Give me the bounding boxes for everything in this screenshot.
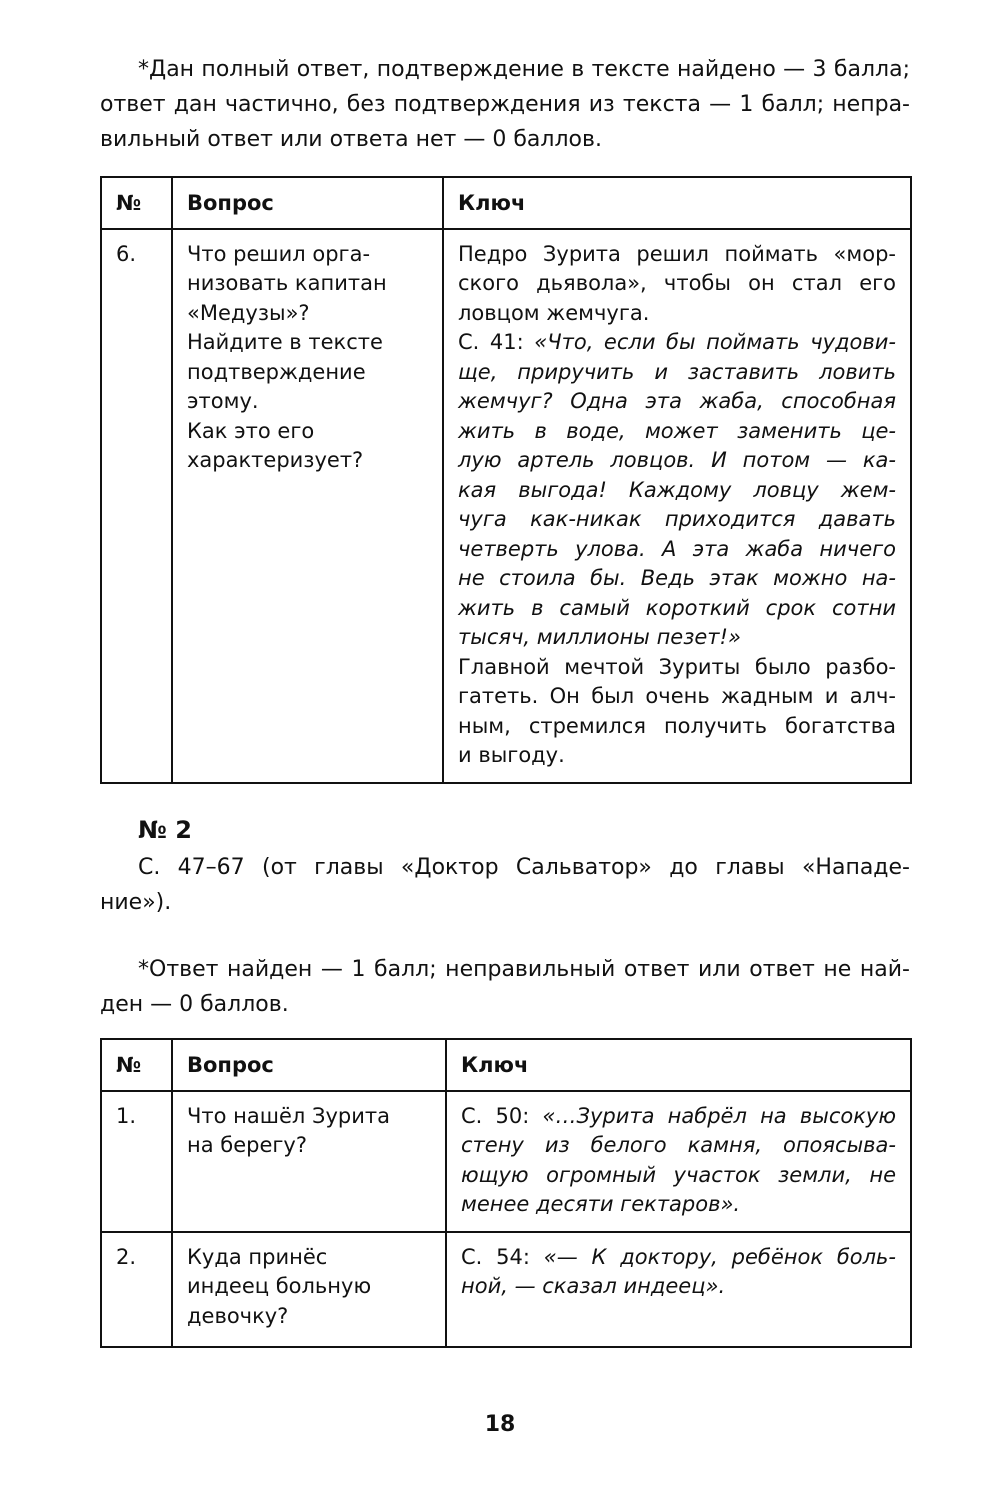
page-number: 18 xyxy=(484,1412,516,1437)
quote-line: четверть улова. А эта жаба ничего xyxy=(458,536,896,561)
question-line: Что нашёл Зурита xyxy=(187,1103,390,1128)
note-line: *Ответ найден — 1 балл; неправильный ответ или ответ не най- xyxy=(138,957,910,982)
source-line: С. 47–67 (от главы «Доктор Сальватор» до главы «Нападе- xyxy=(138,855,910,880)
header-key: Ключ xyxy=(446,1039,911,1091)
header-num: № xyxy=(101,177,172,229)
quote-line: ще, приручить и заставить ловить xyxy=(458,359,896,384)
conclusion-line: ным, стремился получить богатства xyxy=(458,713,896,738)
quote-line: лую артель ловцов. И потом — ка- xyxy=(458,448,896,472)
header-key: Ключ xyxy=(443,177,911,229)
answer-text xyxy=(461,1102,896,1220)
conclusion-line: и выгоду. xyxy=(458,743,565,767)
row-number: 1. xyxy=(101,1091,172,1232)
scoring-note-2 xyxy=(100,952,910,1022)
header-num: № xyxy=(101,1039,172,1091)
section-heading: № 2 xyxy=(138,816,192,844)
question-line: девочку? xyxy=(187,1303,289,1328)
quote-line: не стоила бы. Ведь этак можно на- xyxy=(458,566,896,590)
note-line: ден — 0 баллов. xyxy=(100,992,289,1017)
answer-line: Педро Зурита решил поймать «мор- xyxy=(458,241,896,266)
quote-line xyxy=(461,1243,896,1273)
note-line: *Дан полный ответ, подтверждение в тексте найдено — 3 балла; xyxy=(138,57,910,82)
quote-line: чуга как-никак приходится давать xyxy=(458,507,896,531)
answer-table-1 xyxy=(100,176,912,784)
row-number: 6. xyxy=(101,229,172,783)
question-line: Куда принёс xyxy=(187,1244,328,1269)
quote-line: тысяч, миллионы пезет!» xyxy=(458,625,741,649)
source-line: ние»). xyxy=(100,890,172,915)
question-line: Найдите в тексте xyxy=(187,330,383,354)
table-header-row xyxy=(101,1039,911,1091)
question-line: низовать капитан xyxy=(187,271,387,295)
question-line: этому. xyxy=(187,389,259,413)
quote-line: ной, — сказал индеец». xyxy=(461,1274,726,1298)
note-line: ответ дан частично, без подтверждения из текста — 1 балл; непра- xyxy=(100,92,910,117)
table-row xyxy=(101,1232,911,1347)
row-number: 2. xyxy=(101,1232,172,1347)
quote-text: «— К доктору, ребёнок боль- xyxy=(543,1244,896,1269)
quote-line: ющую огромный участок земли, не xyxy=(461,1162,896,1187)
conclusion-line: Главной мечтой Зуриты было разбо- xyxy=(458,654,896,679)
scoring-note-1 xyxy=(100,52,910,157)
question-cell xyxy=(172,229,443,783)
question-line: на берегу? xyxy=(187,1133,308,1157)
question-line: «Медузы»? xyxy=(187,300,310,325)
question-line: индеец больную xyxy=(187,1274,372,1298)
quote-ref: С. 54: xyxy=(461,1244,530,1269)
key-cell xyxy=(446,1232,911,1347)
answer-line: ловцом жемчуга. xyxy=(458,300,650,325)
question-line: Что решил орга- xyxy=(187,241,371,266)
question-cell xyxy=(172,1232,446,1347)
quote-line: жемчуг? Одна эта жаба, способная xyxy=(458,389,896,413)
quote-line: жить в самый короткий срок сотни xyxy=(458,595,896,620)
quote-ref: С. 41: xyxy=(458,330,524,354)
quote-line: стену из белого камня, опоясыва- xyxy=(461,1133,896,1157)
answer-text xyxy=(458,240,896,771)
quote-line xyxy=(461,1102,896,1132)
key-cell xyxy=(446,1091,911,1232)
question-line: подтверждение xyxy=(187,359,366,384)
answer-text xyxy=(461,1243,896,1302)
question-cell xyxy=(172,1091,446,1232)
note-line: вильный ответ или ответа нет — 0 баллов. xyxy=(100,127,602,152)
quote-line: менее десяти гектаров». xyxy=(461,1192,741,1216)
answer-line: ского дьявола», чтобы он стал его xyxy=(458,271,896,295)
conclusion-line: гатеть. Он был очень жадным и алч- xyxy=(458,684,896,708)
quote-text: «…Зурита набрёл на высокую xyxy=(542,1103,896,1128)
table-row xyxy=(101,229,911,783)
table-header-row xyxy=(101,177,911,229)
table-row xyxy=(101,1091,911,1232)
question-line: Как это его xyxy=(187,418,315,443)
quote-text: «Что, если бы поймать чудови- xyxy=(534,330,897,354)
answer-table-2 xyxy=(100,1038,912,1348)
key-cell xyxy=(443,229,911,783)
quote-ref: С. 50: xyxy=(461,1103,530,1128)
header-question: Вопрос xyxy=(172,177,443,229)
header-question: Вопрос xyxy=(172,1039,446,1091)
quote-line: жить в воде, может заменить це- xyxy=(458,418,896,443)
question-line: характеризует? xyxy=(187,448,364,472)
quote-line: кая выгода! Каждому ловцу жем- xyxy=(458,477,896,502)
section-source xyxy=(100,850,910,920)
quote-line xyxy=(458,328,896,358)
